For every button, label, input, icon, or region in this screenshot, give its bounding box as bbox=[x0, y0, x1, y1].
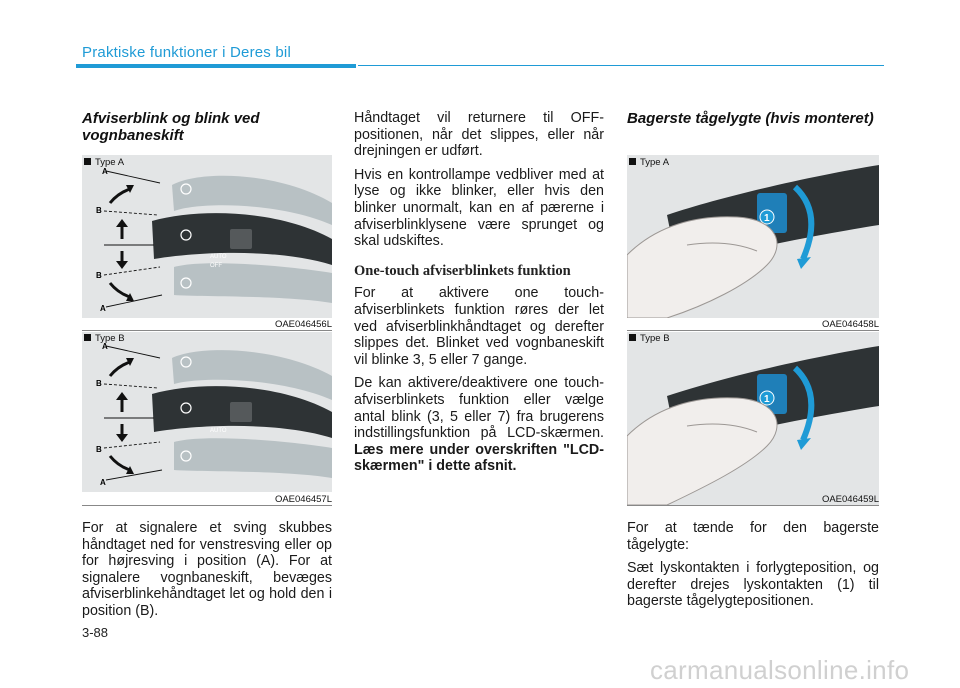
position-b-bottom: B bbox=[96, 271, 102, 280]
bullet-square-icon bbox=[629, 158, 636, 165]
turn-signal-title: Afviserblink og blink ved vognbaneskift bbox=[82, 110, 260, 144]
settings-text: De kan aktivere/deaktivere one touch-afviserblinkets funktion eller vælge antal blink (3, 5 eller 7) fra brugerens indstillingsfunktion på LCD-skærmen. bbox=[354, 375, 604, 442]
settings-reference: Læs mere under overskriften "LCD-skærmen" i dette afsnit. bbox=[354, 441, 604, 475]
arrow-up-icon bbox=[116, 392, 128, 400]
callout-1: 1 bbox=[764, 213, 770, 224]
rear-fog-text bbox=[627, 520, 879, 617]
figure-divider bbox=[627, 505, 879, 506]
header-accent-bar bbox=[76, 64, 356, 68]
figure-rear-fog-type-a bbox=[627, 155, 879, 318]
bullet-square-icon bbox=[84, 334, 91, 341]
figure-code: OAE046459L bbox=[821, 494, 879, 505]
rear-fog-diagram-a bbox=[627, 155, 879, 318]
watermark: carmanualsonline.info bbox=[650, 655, 910, 685]
arrow-down-icon bbox=[116, 434, 128, 442]
turn-signal-paragraph bbox=[82, 520, 332, 627]
figure-divider bbox=[82, 505, 332, 506]
one-touch-subtitle: One-touch afviserblinkets funktion bbox=[354, 262, 571, 279]
auto-label: AUTO bbox=[210, 428, 227, 434]
bullet-square-icon bbox=[629, 334, 636, 341]
figure-code: OAE046457L bbox=[274, 494, 332, 505]
type-a-label: Type A bbox=[95, 157, 125, 168]
turn-signal-diagram-b bbox=[82, 332, 332, 492]
rear-fog-title: Bagerste tågelygte (hvis monteret) bbox=[627, 110, 874, 127]
position-a-bottom: A bbox=[100, 304, 106, 313]
type-a-label: Type A bbox=[640, 157, 670, 168]
figure-divider bbox=[627, 330, 879, 331]
turn-signal-description: For at signalere et sving skubbes håndtaget ned for venstresving eller op for højresving i position (A). For at signalere vognbaneskift, bevæges afviserblinkehåndtaget let og hold den i position (B). bbox=[82, 520, 332, 619]
figure-code: OAE046456L bbox=[274, 319, 332, 330]
figure-rear-fog-type-b bbox=[627, 332, 879, 505]
figure-turn-signal-type-a bbox=[82, 155, 332, 318]
position-a-bottom: A bbox=[100, 478, 106, 487]
rear-fog-diagram-b bbox=[627, 332, 879, 505]
callout-1: 1 bbox=[764, 394, 770, 405]
one-touch-settings-paragraph bbox=[354, 375, 604, 475]
rear-fog-instructions: Sæt lyskontakten i forlygteposition, og derefter drejes lyskontakten (1) til bagerste tågelygtepositionen. bbox=[627, 560, 879, 610]
arrow-up-icon bbox=[116, 219, 128, 227]
hand-illustration bbox=[627, 217, 777, 318]
type-b-label: Type B bbox=[640, 333, 670, 344]
figure-divider bbox=[82, 330, 332, 331]
position-b-top: B bbox=[96, 206, 102, 215]
position-b-bottom: B bbox=[96, 445, 102, 454]
off-label: OFF bbox=[210, 263, 222, 269]
auto-label: AUTO bbox=[210, 254, 227, 260]
column-2-text bbox=[354, 110, 604, 482]
turn-signal-diagram-a bbox=[82, 155, 332, 318]
section-header-title: Praktiske funktioner i Deres bil bbox=[82, 44, 291, 61]
page-number: 3-88 bbox=[82, 625, 109, 640]
one-touch-activate-paragraph: For at aktivere one touch-afviserblinkets funktion røres der let ved afviserblinkhåndtaget og derefter slippes det. Blinket ved vognbaneskift vil blinke 3, 5 eller 7 gange. bbox=[354, 285, 604, 368]
position-b-top: B bbox=[96, 379, 102, 388]
type-b-label: Type B bbox=[95, 333, 125, 344]
position-a-top: A bbox=[102, 167, 108, 176]
figure-turn-signal-type-b bbox=[82, 332, 332, 492]
position-a-top: A bbox=[102, 342, 108, 351]
figure-code: OAE046458L bbox=[821, 319, 879, 330]
header-rule bbox=[358, 65, 884, 66]
rear-fog-intro: For at tænde for den bagerste tågelygte: bbox=[627, 520, 879, 553]
indicator-paragraph: Hvis en kontrollampe vedbliver med at lyse og ikke blinker, eller hvis den blinker unormalt, kan en af pærerne i afviserblinklysene være sprunget og skal udskiftes. bbox=[354, 166, 604, 250]
arrow-down-icon bbox=[116, 261, 128, 269]
return-off-paragraph: Håndtaget vil returnere til OFF-positionen, når det slippes, eller når drejningen er udført. bbox=[354, 110, 604, 160]
hand-illustration bbox=[627, 398, 777, 505]
bullet-square-icon bbox=[84, 158, 91, 165]
